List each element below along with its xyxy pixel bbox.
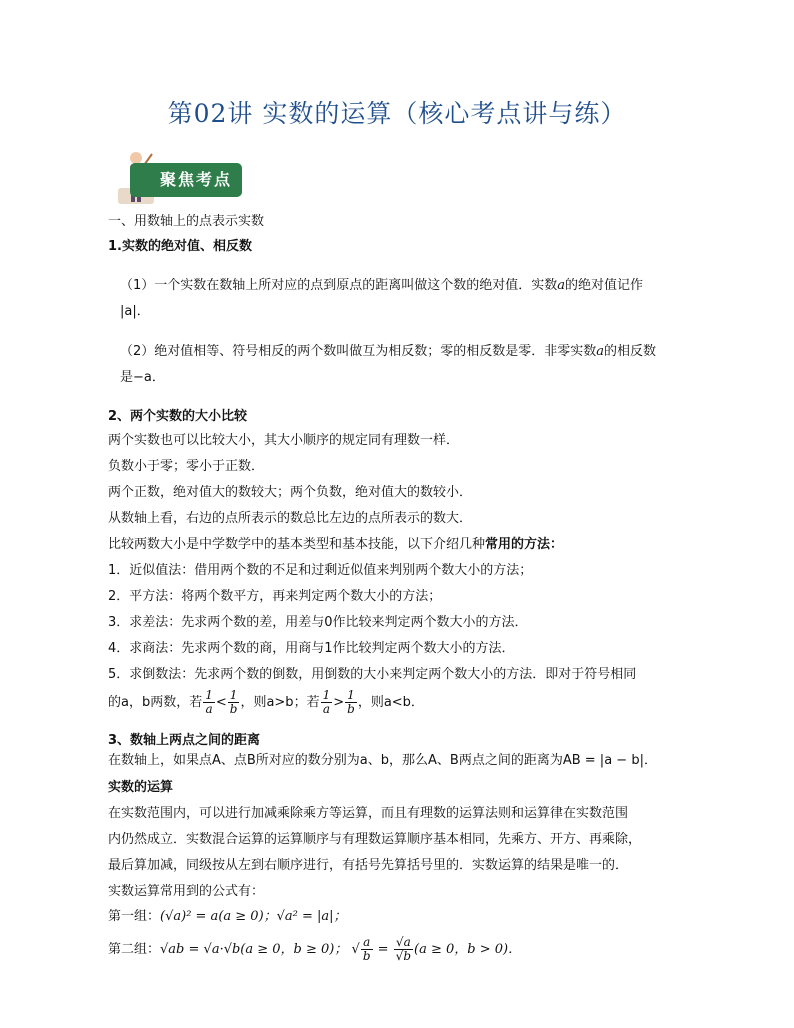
section-heading-1: 一、用数轴上的点表示实数 — [108, 214, 265, 229]
ops-line-1: 在实数范围内，可以进行加减乘除乘方等运算，而且有理数的运算法则和运算律在实数范围 — [108, 806, 629, 821]
method-1: 1．近似值法：借用两个数的不足和过剩近似值来判别两个数大小的方法； — [108, 563, 533, 578]
method-4: 4．求商法：先求两个数的商，用商与1作比较判定两个数大小的方法． — [108, 641, 515, 656]
ops-line-3: 最后算加减，同级按从左到右顺序进行，有括号先算括号里的．实数运算的结果是唯一的． — [108, 858, 629, 873]
opposite-notation: 是−a． — [120, 370, 165, 385]
paragraph-abs-value: （1）一个实数在数轴上所对应的点到原点的距离叫做这个数的绝对值．实数a的绝对值记作 — [120, 278, 644, 293]
formula-group-1: 第一组：(√a)² = a(a ≥ 0)；√a² = |a|； — [108, 909, 347, 924]
badge-label: 聚焦考点 — [130, 163, 242, 197]
subsection-heading: 1.实数的绝对值、相反数 — [108, 239, 252, 254]
ops-line-2: 内仍然成立．实数混合运算的运算顺序与有理数运算顺序基本相同，先乘方、开方、再乘除， — [108, 832, 642, 847]
page-title: 第02讲 实数的运算（核心考点讲与练） — [167, 99, 627, 128]
compare-line-1: 两个实数也可以比较大小，其大小顺序的规定同有理数一样． — [108, 433, 460, 448]
distance-line: 在数轴上，如果点A、点B所对应的数分别为a、b，那么A、B两点之间的距离为AB = |a − b|． — [108, 753, 657, 768]
method-3: 3．求差法：先求两个数的差，用差与0作比较来判定两个数大小的方法． — [108, 615, 528, 630]
compare-line-3: 两个正数，绝对值大的数较大；两个负数，绝对值大的数较小． — [108, 485, 473, 500]
methods-intro: 比较两数大小是中学数学中的基本类型和基本技能，以下介绍几种常用的方法： — [108, 537, 564, 552]
formula-group-2: 第二组：√ab = √a·√b(a ≥ 0，b ≥ 0)； √ $\frac{a}{b}$ = $\frac{√a}{√b}$ (a ≥ 0，b > 0)． — [108, 935, 522, 963]
abs-notation: |a|． — [120, 304, 150, 319]
section-heading-3: 3、数轴上两点之间的距离 — [108, 733, 261, 748]
focus-badge — [108, 148, 244, 210]
method-5: 5．求倒数法：先求两个数的倒数，用倒数的大小来判定两个数大小的方法．即对于符号相同 — [108, 667, 637, 682]
compare-line-2: 负数小于零；零小于正数． — [108, 459, 265, 474]
method-5-formula: 的a，b两数，若 $\frac{1}{a}$ < $\frac{1}{b}$ ，则a>b；若 $\frac{1}{a}$ > $\frac{1}{b}$ ，则a<b． — [108, 688, 424, 716]
section-heading-2: 2、两个实数的大小比较 — [108, 409, 248, 424]
section-heading-4: 实数的运算 — [108, 780, 174, 795]
method-2: 2．平方法：将两个数平方，再来判定两个数大小的方法； — [108, 589, 442, 604]
paragraph-opposite: （2）绝对值相等、符号相反的两个数叫做互为相反数；零的相反数是零．非零实数a的相反数 — [120, 344, 657, 359]
ops-line-4: 实数运算常用到的公式有： — [108, 884, 265, 899]
compare-line-4: 从数轴上看，右边的点所表示的数总比左边的点所表示的数大． — [108, 511, 473, 526]
